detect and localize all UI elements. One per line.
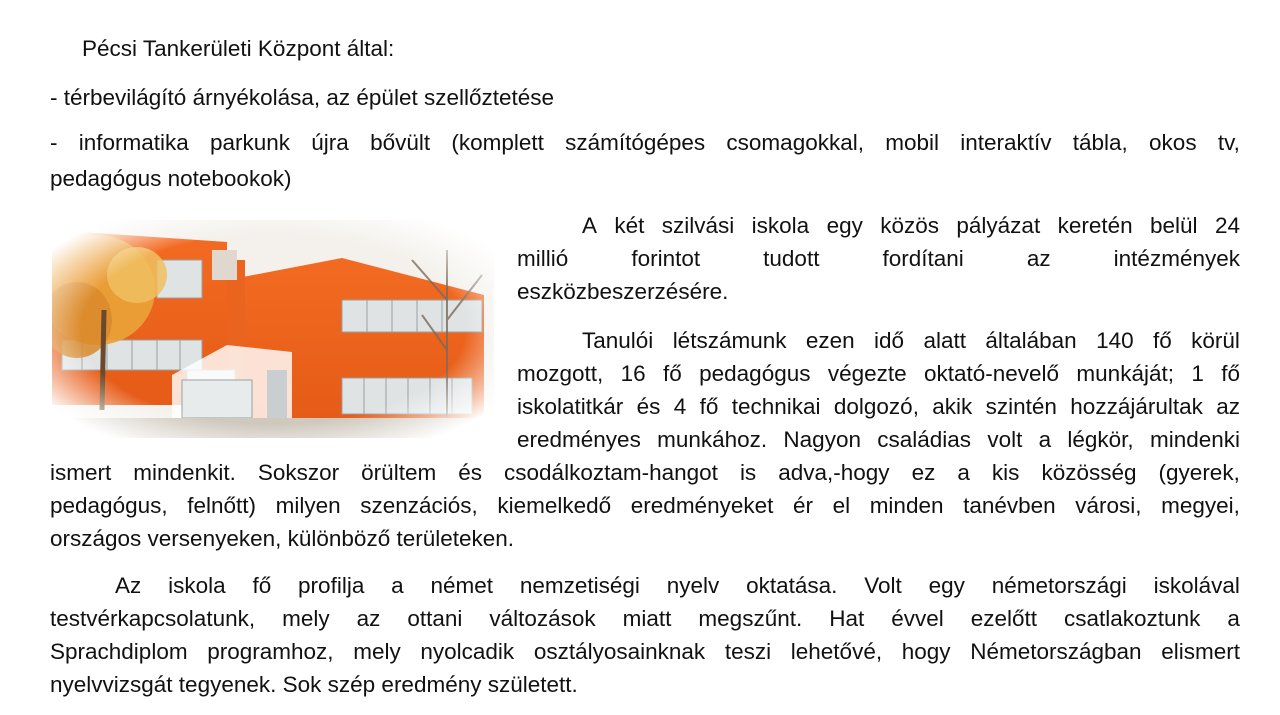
word: mobil [885, 130, 939, 155]
word: ezelőtt [970, 606, 1038, 631]
word: belül [1150, 213, 1198, 238]
word: és [458, 460, 482, 485]
word: az [1216, 394, 1240, 419]
word: csomagokkal, [726, 130, 864, 155]
word: Az [115, 573, 142, 598]
word: németországi [991, 573, 1127, 598]
school-building-photo [52, 220, 494, 438]
word: fő [1221, 361, 1240, 386]
word: számítógépes [565, 130, 706, 155]
word: mely [353, 639, 401, 664]
paragraph1-line3: eszközbeszerzésére. [517, 279, 729, 304]
word: felnőtt) [187, 493, 256, 518]
word: interaktív [960, 130, 1052, 155]
word: nemzetiségi [519, 573, 640, 598]
word: két [614, 213, 645, 238]
word: fő [252, 573, 272, 598]
word: mozgott, [517, 361, 604, 386]
word: programhoz, [207, 639, 334, 664]
word: Tanulói [582, 328, 654, 353]
word: újra [311, 130, 349, 155]
word: ottani [407, 606, 463, 631]
intro-line: Pécsi Tankerületi Központ által: [82, 36, 395, 61]
bullet-item-shading: - térbevilágító árnyékolása, az épület szellőztetése [50, 85, 555, 110]
word: iskolával [1153, 573, 1240, 598]
word: okos [1149, 130, 1197, 155]
word: kis [991, 460, 1020, 485]
paragraph2-line6 [50, 489, 1240, 522]
word: iskola [751, 213, 810, 238]
word: tudott [763, 246, 820, 271]
word: a [957, 460, 970, 485]
word: légkör, [1067, 427, 1134, 452]
word: szintén [985, 394, 1057, 419]
word: csatlakoztunk [1064, 606, 1201, 631]
word: a [1227, 606, 1240, 631]
word: Sprachdiplom [50, 639, 188, 664]
word: hozzájárultak [1070, 394, 1203, 419]
word: lehetővé, [790, 639, 883, 664]
word: fő [663, 361, 682, 386]
word: oktató-nevelő [923, 361, 1060, 386]
word: eredményes [517, 427, 641, 452]
word: az [1026, 246, 1051, 271]
word: tanévben [963, 493, 1056, 518]
word: pedagógus [699, 361, 811, 386]
word: munkához. [657, 427, 768, 452]
word: 1 [1191, 361, 1204, 386]
word: akik [932, 394, 973, 419]
word: keretén [1057, 213, 1133, 238]
word: alatt [923, 328, 966, 353]
paragraph3-line3 [50, 635, 1240, 668]
paragraph2-line7: országos versenyeken, különböző területeken. [50, 526, 515, 551]
word: dolgozó, [833, 394, 919, 419]
word: Sokszor [257, 460, 340, 485]
word: fő [699, 394, 719, 419]
word: 4 [673, 394, 687, 419]
word: mindenki [1149, 427, 1240, 452]
word: az [356, 606, 381, 631]
word: létszámunk [672, 328, 787, 353]
word: el [832, 493, 851, 518]
word: forintot [631, 246, 701, 271]
word: ez [911, 460, 936, 485]
word: megszűnt. [698, 606, 803, 631]
word: pedagógus, [50, 493, 168, 518]
word: mely [282, 606, 330, 631]
word: mindenkit. [133, 460, 236, 485]
word: profilja [298, 573, 365, 598]
word: idő [874, 328, 905, 353]
word: végezte [827, 361, 907, 386]
word: Volt [864, 573, 902, 598]
word: 140 [1096, 328, 1134, 353]
word: milyen [275, 493, 341, 518]
word: és [636, 394, 661, 419]
word: Németországban [970, 639, 1142, 664]
word: német [430, 573, 494, 598]
word: hogy [901, 639, 951, 664]
bullet-item-it-park-cont: pedagógus notebookok) [50, 166, 292, 191]
word: nyelv [666, 573, 720, 598]
word: is [739, 460, 757, 485]
word: (gyerek, [1158, 460, 1240, 485]
word: - [50, 130, 58, 155]
word: Nagyon [783, 427, 861, 452]
word: intézmények [1113, 246, 1240, 271]
word: kiemelkedő [497, 493, 612, 518]
word: változások [489, 606, 596, 631]
word: megyei, [1161, 493, 1240, 518]
paragraph2-line5 [50, 456, 1240, 489]
word: (komplett [451, 130, 544, 155]
word: testvérkapcsolatunk, [50, 606, 256, 631]
word: szenzációs, [360, 493, 478, 518]
word: egy [928, 573, 965, 598]
word: iskolatitkár [517, 394, 624, 419]
word: tv, [1217, 130, 1240, 155]
word: városi, [1075, 493, 1142, 518]
word: évvel [891, 606, 944, 631]
word: 24 [1214, 213, 1240, 238]
paragraph3-line1 [115, 569, 1240, 602]
word: a [391, 573, 404, 598]
word: parkunk [210, 130, 291, 155]
word: informatika [78, 130, 189, 155]
word: technikai [731, 394, 821, 419]
word: nyolcadik [420, 639, 515, 664]
word: ismert [50, 460, 112, 485]
paragraph2-line1 [582, 324, 1240, 357]
word: pályázat [956, 213, 1041, 238]
bullet-item-it-park [50, 126, 1240, 159]
word: ezen [805, 328, 855, 353]
word: örültem [361, 460, 437, 485]
word: eredményeket [630, 493, 774, 518]
word: munkáját; [1076, 361, 1174, 386]
paragraph3-line4: nyelvvizsgát tegyenek. Sok szép eredmény született. [50, 672, 578, 697]
word: körül [1191, 328, 1240, 353]
paragraph2-line3 [517, 390, 1240, 423]
word: közösség [1041, 460, 1137, 485]
word: elismert [1161, 639, 1240, 664]
word: családias [877, 427, 972, 452]
word: minden [869, 493, 944, 518]
word: millió [517, 246, 569, 271]
word: A [582, 213, 598, 238]
word: volt [987, 427, 1023, 452]
word: 16 [620, 361, 646, 386]
word: osztályosainknak [533, 639, 706, 664]
word: a [1038, 427, 1052, 452]
word: ér [792, 493, 813, 518]
word: közös [880, 213, 940, 238]
paragraph2-line2 [517, 357, 1240, 390]
word: Hat [829, 606, 865, 631]
word: szilvási [661, 213, 735, 238]
paragraph1-line1 [582, 209, 1240, 242]
word: teszi [724, 639, 772, 664]
word: csodálkoztam-hangot [504, 460, 718, 485]
word: oktatása. [746, 573, 838, 598]
word: bővült [370, 130, 431, 155]
word: iskola [168, 573, 226, 598]
word: miatt [622, 606, 672, 631]
word: tábla, [1072, 130, 1128, 155]
word: egy [826, 213, 863, 238]
word: fő [1152, 328, 1172, 353]
paragraph1-line2 [517, 242, 1240, 275]
paragraph3-line2 [50, 602, 1240, 635]
paragraph2-line4 [517, 423, 1240, 456]
word: fordítani [882, 246, 964, 271]
word: általában [985, 328, 1077, 353]
word: adva,-hogy [778, 460, 890, 485]
